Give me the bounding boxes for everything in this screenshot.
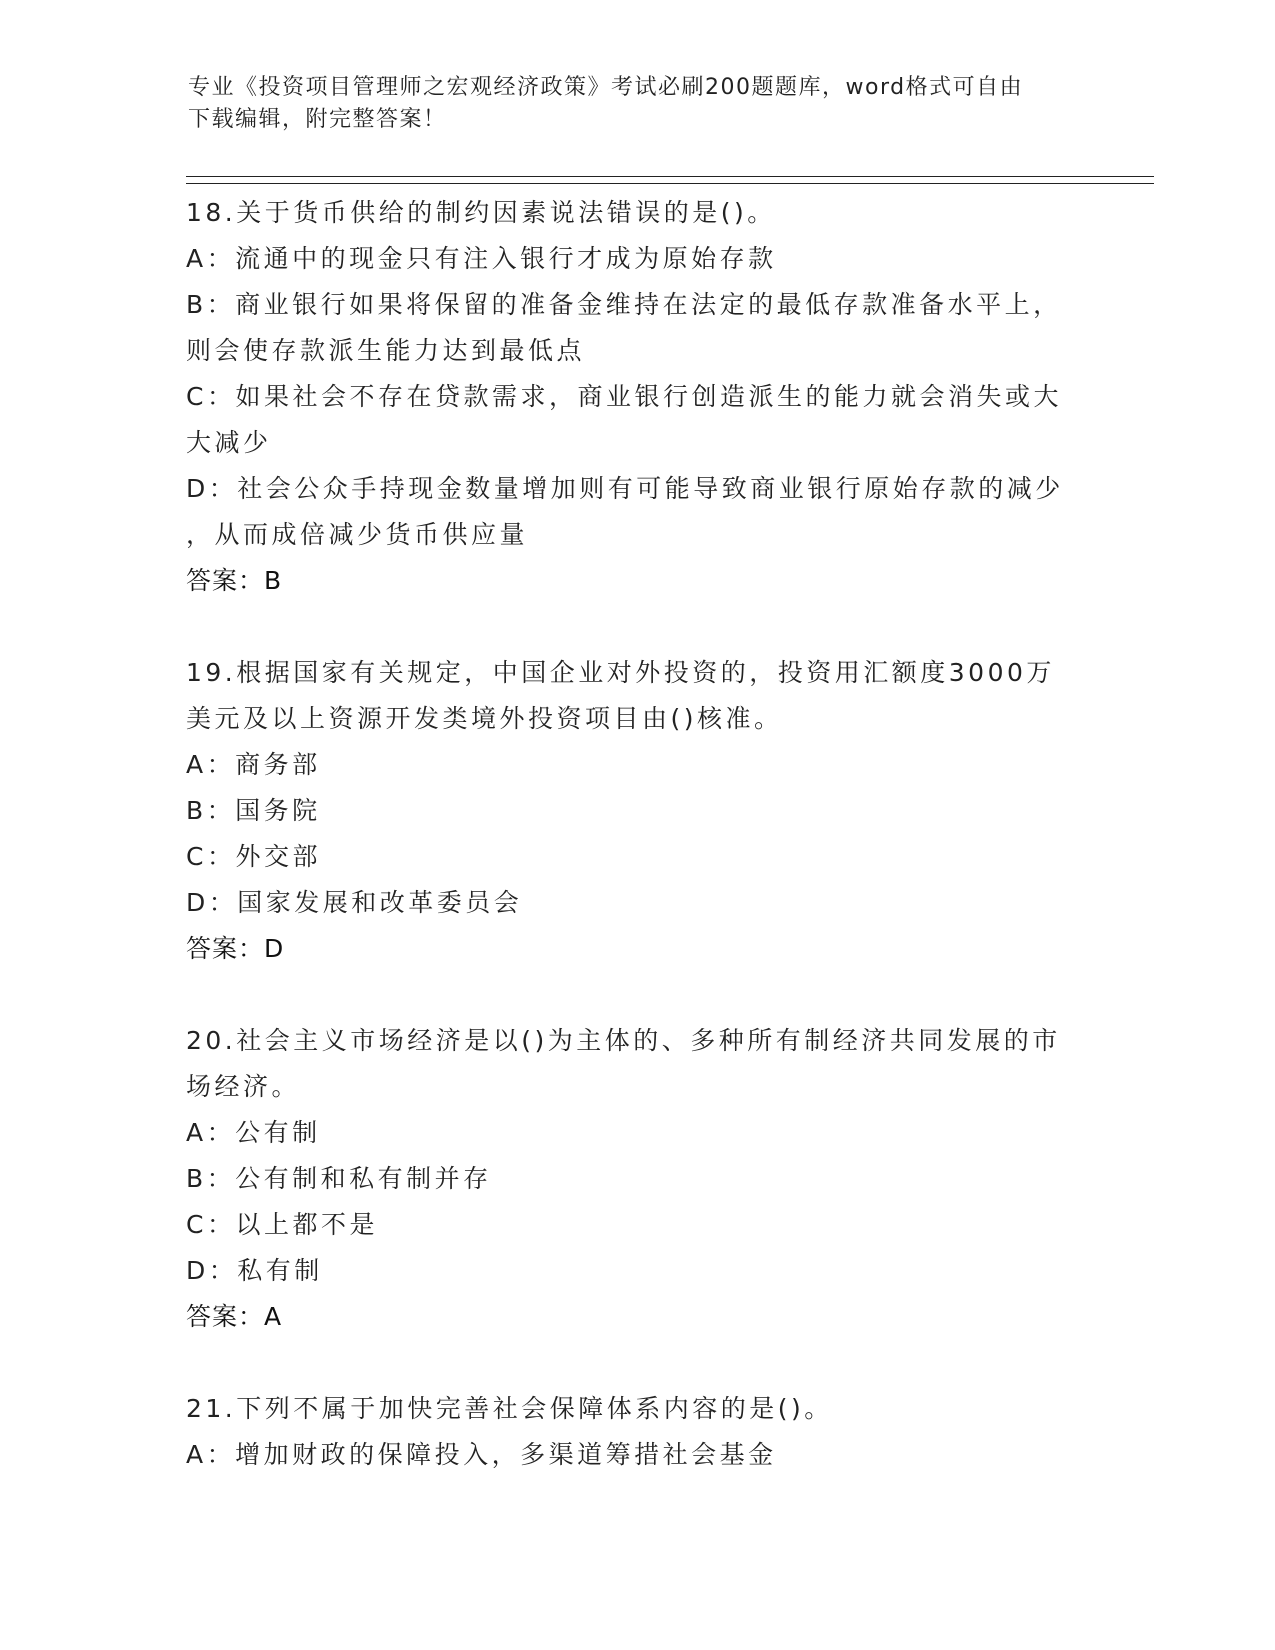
option-c: C：外交部 bbox=[186, 842, 321, 871]
header-double-rule bbox=[186, 176, 1154, 184]
option-b: B：国务院 bbox=[186, 796, 321, 825]
answer: 答案：A bbox=[186, 1302, 283, 1331]
header-line-2: 下载编辑，附完整答案！ bbox=[188, 107, 447, 132]
option-a: A：增加财政的保障投入，多渠道筹措社会基金 bbox=[186, 1440, 777, 1469]
question-21 bbox=[186, 1386, 1086, 1478]
option-d: D：国家发展和改革委员会 bbox=[186, 888, 523, 917]
question-stem: 19.根据国家有关规定，中国企业对外投资的，投资用汇额度3000万 bbox=[186, 658, 1055, 687]
option-d: D：社会公众手持现金数量增加则有可能导致商业银行原始存款的减少 bbox=[186, 474, 1064, 503]
document-header bbox=[188, 72, 1088, 136]
option-c: C：如果社会不存在贷款需求，商业银行创造派生的能力就会消失或大 bbox=[186, 382, 1062, 411]
question-20 bbox=[186, 1018, 1086, 1340]
option-c: C：以上都不是 bbox=[186, 1210, 378, 1239]
answer: 答案：D bbox=[186, 934, 285, 963]
option-a: A：流通中的现金只有注入银行才成为原始存款 bbox=[186, 244, 777, 273]
question-stem: 20.社会主义市场经济是以()为主体的、多种所有制经济共同发展的市 bbox=[186, 1026, 1061, 1055]
option-b: B：商业银行如果将保留的准备金维持在法定的最低存款准备水平上， bbox=[186, 290, 1062, 319]
option-b-continued: 则会使存款派生能力达到最低点 bbox=[186, 336, 586, 365]
question-stem-continued: 美元及以上资源开发类境外投资项目由()核准。 bbox=[186, 704, 783, 733]
question-stem-continued: 场经济。 bbox=[186, 1072, 301, 1101]
question-stem: 18.关于货币供给的制约因素说法错误的是()。 bbox=[186, 198, 776, 227]
option-b: B：公有制和私有制并存 bbox=[186, 1164, 492, 1193]
question-18 bbox=[186, 190, 1086, 604]
question-list bbox=[186, 190, 1086, 1524]
question-stem: 21.下列不属于加快完善社会保障体系内容的是()。 bbox=[186, 1394, 833, 1423]
answer: 答案：B bbox=[186, 566, 283, 595]
question-19 bbox=[186, 650, 1086, 972]
option-c-continued: 大减少 bbox=[186, 428, 272, 457]
header-line-1: 专业《投资项目管理师之宏观经济政策》考试必刷200题题库，word格式可自由 bbox=[188, 75, 1024, 100]
option-d-continued: ，从而成倍减少货币供应量 bbox=[186, 520, 529, 549]
option-d: D：私有制 bbox=[186, 1256, 323, 1285]
option-a: A：商务部 bbox=[186, 750, 321, 779]
option-a: A：公有制 bbox=[186, 1118, 321, 1147]
